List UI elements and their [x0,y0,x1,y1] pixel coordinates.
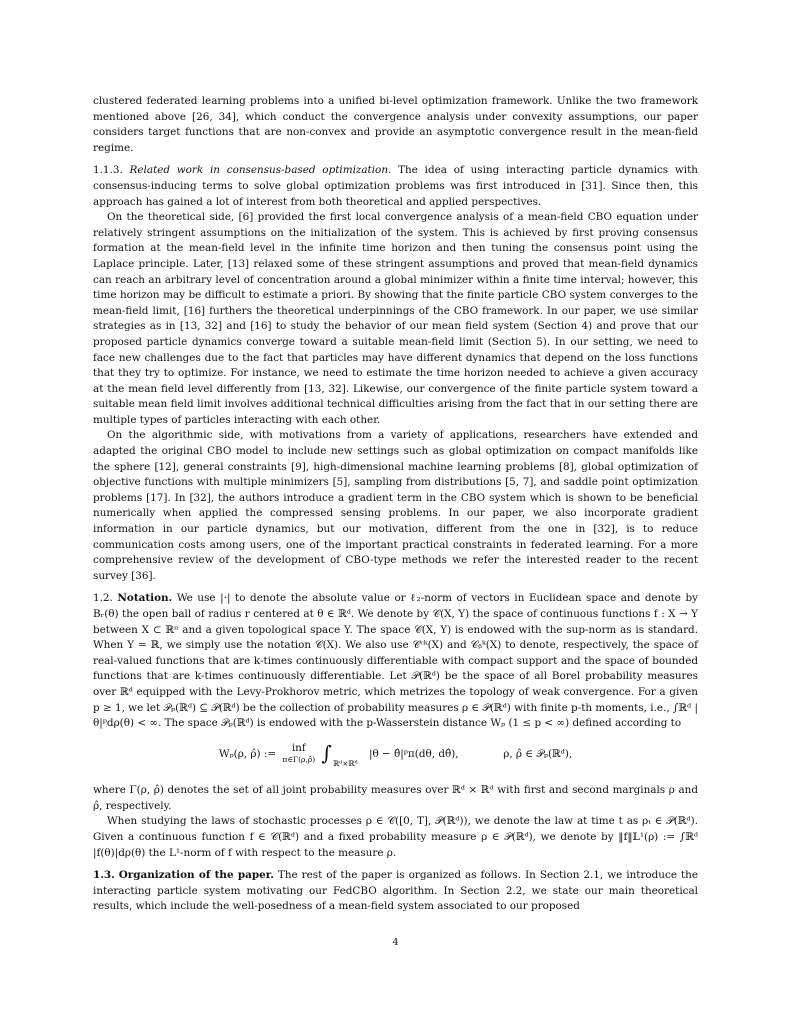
equation-lhs: Wₚ(ρ, ρ̂) := [218,747,277,760]
section-1-2 [93,591,698,731]
section-heading: Related work in consensus-based optimization. [129,164,392,177]
organization-paragraph: The rest of the paper is organized as follows. In Section 2.1, we introduce the interacting particle system motivating our FedCBO algorithm. In Section 2.2, we state our main theoretical results, which include the well-posedness of a mean-field system associated to our proposed [93,869,698,913]
intro-paragraph: clustered federated learning problems into a unified bi-level optimization framework. Unlike the two framework mentioned above [26, 34], which conduct the convergence analysis under convexity assumptions, our paper considers target functions that are non-convex and provide an asymptotic convergence result in the mean-field regime. [93,95,698,154]
infimum-subscript: π∈Γ(ρ,ρ̂) [282,755,316,765]
section-number: 1.1.3. [93,164,123,177]
section-heading: Notation. [117,592,173,605]
equation-body: |θ − θ̂|ᵖπ(dθ, dθ̂), [368,747,459,760]
infimum-symbol: inf [291,741,306,754]
section-1-3 [93,868,698,915]
wasserstein-equation [93,742,698,771]
text-column [93,94,698,915]
section-1-1-3 [93,163,698,210]
section-paragraph: The idea of using interacting particle dynamics with consensus-inducing terms to solve global optimization problems was first introduced in [31]. Since then, this approach has gained a lot of interest from both theoretical and applied perspectives. [93,164,698,208]
equation-infimum [282,741,315,765]
marginals-paragraph: where Γ(ρ, ρ̂) denotes the set of all joint probability measures over ℝᵈ × ℝᵈ with first and second marginals ρ and ρ̂, respectively. [93,784,698,812]
notation-paragraph: We use |·| to denote the absolute value or ℓ₂-norm of vectors in Euclidean space and denote by Bᵣ(θ) the open ball of radius r centered at θ ∈ ℝᵈ. We denote by 𝒞(X, Y) the space of continuous functions f : X → Y between X ⊂ ℝⁿ and a given topological space Y. The space 𝒞(X, Y) is endowed with the sup-norm as is standard. When Y = ℝ, we simply use the notation 𝒞(X). We also use 𝒞ᶜᵏ(X) and 𝒞ᵦᵏ(X) to denote, respectively, the space of real-valued functions that are k-times continuously differentiable with compact support and the space of bounded functions that are k-times continuously differentiable. Let 𝒫(ℝᵈ) be the space of all Borel probability measures over ℝᵈ equipped with the Levy-Prokhorov metric, which metrizes the topology of weak convergence. For a given p ≥ 1, we let 𝒫ₚ(ℝᵈ) ⊆ 𝒫(ℝᵈ) be the collection of probability measures ρ ∈ 𝒫(ℝᵈ) with finite p-th moments, i.e., ∫ℝᵈ |θ|ᵖdρ(θ) < ∞. The space 𝒫ₚ(ℝᵈ) is endowed with the p-Wasserstein distance Wₚ (1 ≤ p < ∞) defined according to [93,592,699,730]
integral-symbol: ∫ [321,740,332,765]
algorithmic-side-paragraph: On the algorithmic side, with motivations from a variety of applications, researchers have extended and adapted the original CBO model to include new settings such as global optimization on compact manifolds like the sphere [12], general constraints [9], high-dimensional machine learning problems [8], global optimization of objective functions with multiple minimizers [5], sampling from distributions [5, 7], and saddle point optimization problems [17]. In [32], the authors introduce a gradient term in the CBO system which is shown to be beneficial numerically when applied the compressed sensing problems. In our paper, we also incorporate gradient information in our particle dynamics, but our motivation, different from the one in [32], is to reduce communication costs among users, one of the important practical constraints in federated learning. For a more comprehensive review of the development of CBO-type methods we refer the interested reader to the recent survey [36]. [93,429,698,582]
section-number: 1.2. [93,592,113,605]
integral-domain: ℝᵈ×ℝᵈ [332,758,358,768]
section-number: 1.3. [93,869,115,882]
equation-condition: ρ, ρ̂ ∈ 𝒫ₚ(ℝᵈ), [503,747,573,760]
stochastic-paragraph: When studying the laws of stochastic processes ρ ∈ 𝒞([0, T], 𝒫(ℝᵈ)), we denote the law at time t as ρₜ ∈ 𝒫(ℝᵈ). Given a continuous function f ∈ 𝒞(ℝᵈ) and a fixed probability measure ρ ∈ 𝒫(ℝᵈ), we denote by ‖f‖𝕃¹(ρ) := ∫ℝᵈ |f(θ)|dρ(θ) the L¹-norm of f with respect to the measure ρ. [93,815,698,859]
section-heading: Organization of the paper. [118,869,274,882]
theoretical-side-paragraph: On the theoretical side, [6] provided the first local convergence analysis of a mean-field CBO equation under relatively stringent assumptions on the initialization of the system. This is achieved by first proving consensus formation at the mean-field level in the infinite time horizon and then tuning the consensus point using the Laplace principle. Later, [13] relaxed some of these stringent assumptions and proved that mean-field dynamics can reach an arbitrary level of concentration around a global minimizer within a finite time interval; however, this time horizon may be difficult to estimate a priori. By showing that the finite particle CBO system converges to the mean-field limit, [16] furthers the theoretical underpinnings of the CBO framework. In our paper, we use similar strategies as in [13, 32] and [16] to study the behavior of our mean field system (Section 4) and prove that our proposed particle dynamics converge toward a suitable mean-field limit (Section 5). In our setting, we need to face new challenges due to the fact that particles may have different dynamics that depend on the loss functions that they try to optimize. For instance, we need to estimate the time horizon needed to achieve a given accuracy at the mean field level differently from [13, 32]. Likewise, our convergence of the finite particle system toward a suitable mean field limit involves additional technical difficulties arising from the fact that in our setting there are multiple types of particles interacting with each other. [93,211,698,426]
page-number: 4 [392,937,399,948]
